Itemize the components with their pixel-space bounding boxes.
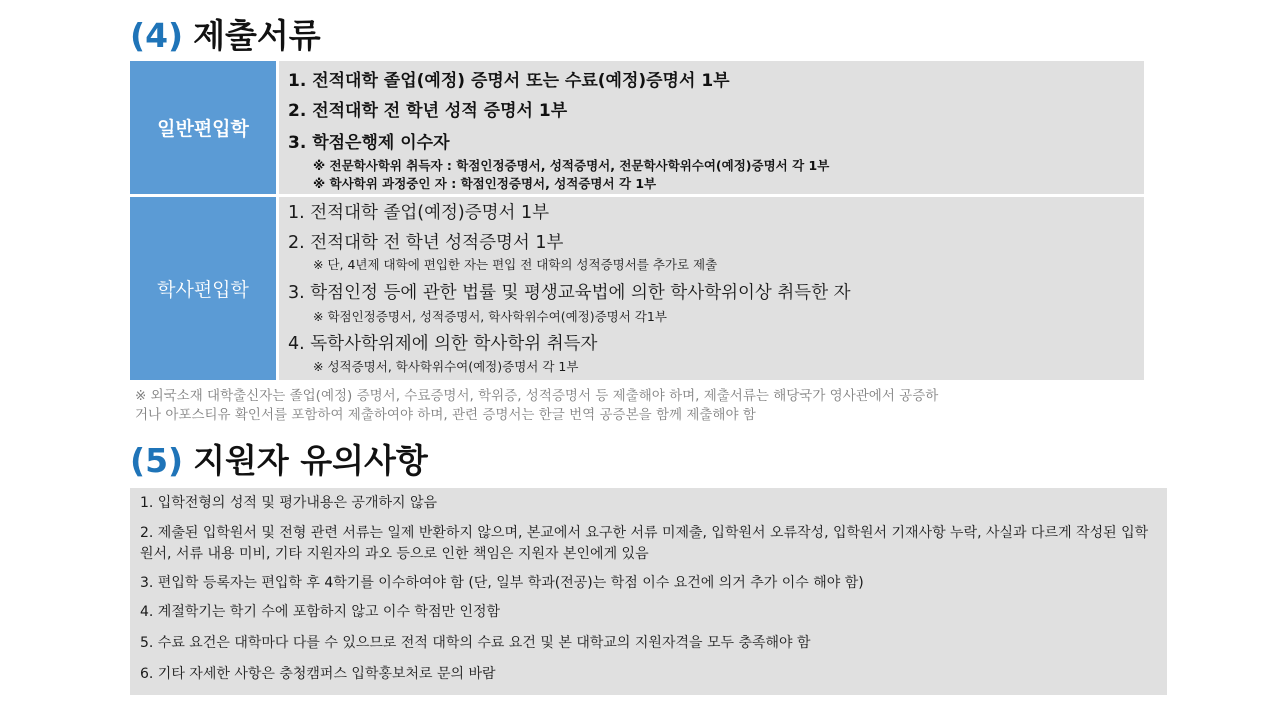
notice-item-5: 5. 수료 요건은 대학마다 다를 수 있으므로 전적 대학의 수료 요건 및 본 대학교의 지원자격을 모두 충족해야 함	[140, 635, 811, 651]
bachelor-item-1: 1. 전적대학 졸업(예정)증명서 1부	[288, 203, 550, 223]
bachelor-item-4-note: ※ 성적증명서, 학사학위수여(예정)증명서 각 1부	[313, 359, 579, 374]
notice-item-4: 4. 계절학기는 학기 수에 포함하지 않고 이수 학점만 인정함	[140, 604, 501, 620]
general-transfer-content	[279, 61, 1144, 194]
bachelor-transfer-label: 학사편입학	[130, 197, 276, 380]
general-transfer-row	[130, 61, 1144, 194]
bachelor-item-2: 2. 전적대학 전 학년 성적증명서 1부	[288, 233, 564, 253]
applicant-notice-box	[130, 488, 1167, 695]
bachelor-item-3-note: ※ 학점인정증명서, 성적증명서, 학사학위수여(예정)증명서 각1부	[313, 309, 667, 324]
notice-item-3: 3. 편입학 등록자는 편입학 후 4학기를 이수하여야 함 (단, 일부 학과(전공)는 학점 이수 요건에 의거 추가 이수 해야 함)	[140, 575, 864, 591]
general-item-1: 1. 전적대학 졸업(예정) 증명서 또는 수료(예정)증명서 1부	[288, 71, 730, 91]
bachelor-transfer-row	[130, 197, 1144, 380]
foreign-degree-note-line-2: 거나 아포스티유 확인서를 포함하여 제출하여야 하며, 관련 증명서는 한글 번역 공증본을 함께 제출해야 함	[135, 407, 756, 423]
general-subitem-1: ※ 전문학사학위 취득자 : 학점인정증명서, 성적증명서, 전문학사학위수여(예정)증명서 각 1부	[313, 158, 830, 173]
notice-item-1: 1. 입학전형의 성적 및 평가내용은 공개하지 않음	[140, 495, 438, 511]
section-4-title: 제출서류	[193, 16, 321, 55]
bachelor-transfer-content	[279, 197, 1144, 380]
bachelor-item-3: 3. 학점인정 등에 관한 법률 및 평생교육법에 의한 학사학위이상 취득한 자	[288, 283, 851, 303]
notice-item-2: 2. 제출된 입학원서 및 전형 관련 서류는 일제 반환하지 않으며, 본교에서 요구한 서류 미제출, 입학원서 오류작성, 입학원서 기재사항 누락, 사실과 다르게 작성된 입학원서, 서류 내용 미비, 기타 지원자의 과오 등으로 인한 책임은 지원자 본인에게 있음	[140, 525, 1149, 562]
bachelor-item-2-note: ※ 단, 4년제 대학에 편입한 자는 편입 전 대학의 성적증명서를 추가로 제출	[313, 257, 718, 272]
general-item-3: 3. 학점은행제 이수자	[288, 133, 450, 153]
section-4-number: (4)	[130, 16, 184, 55]
general-subitem-2: ※ 학사학위 과정중인 자 : 학점인정증명서, 성적증명서 각 1부	[313, 176, 657, 191]
section-4-heading	[130, 16, 321, 56]
section-5-title: 지원자 유의사항	[193, 441, 428, 480]
section-5-number: (5)	[130, 441, 184, 480]
section-5-heading	[130, 441, 428, 481]
general-item-2: 2. 전적대학 전 학년 성적 증명서 1부	[288, 101, 568, 121]
foreign-degree-note-line-1: ※ 외국소재 대학출신자는 졸업(예정) 증명서, 수료증명서, 학위증, 성적증명서 등 제출해야 하며, 제출서류는 해당국가 영사관에서 공증하	[135, 388, 939, 404]
bachelor-item-4: 4. 독학사학위제에 의한 학사학위 취득자	[288, 334, 598, 354]
notice-item-6: 6. 기타 자세한 사항은 충청캠퍼스 입학홍보처로 문의 바람	[140, 666, 496, 682]
general-transfer-label: 일반편입학	[130, 61, 276, 194]
